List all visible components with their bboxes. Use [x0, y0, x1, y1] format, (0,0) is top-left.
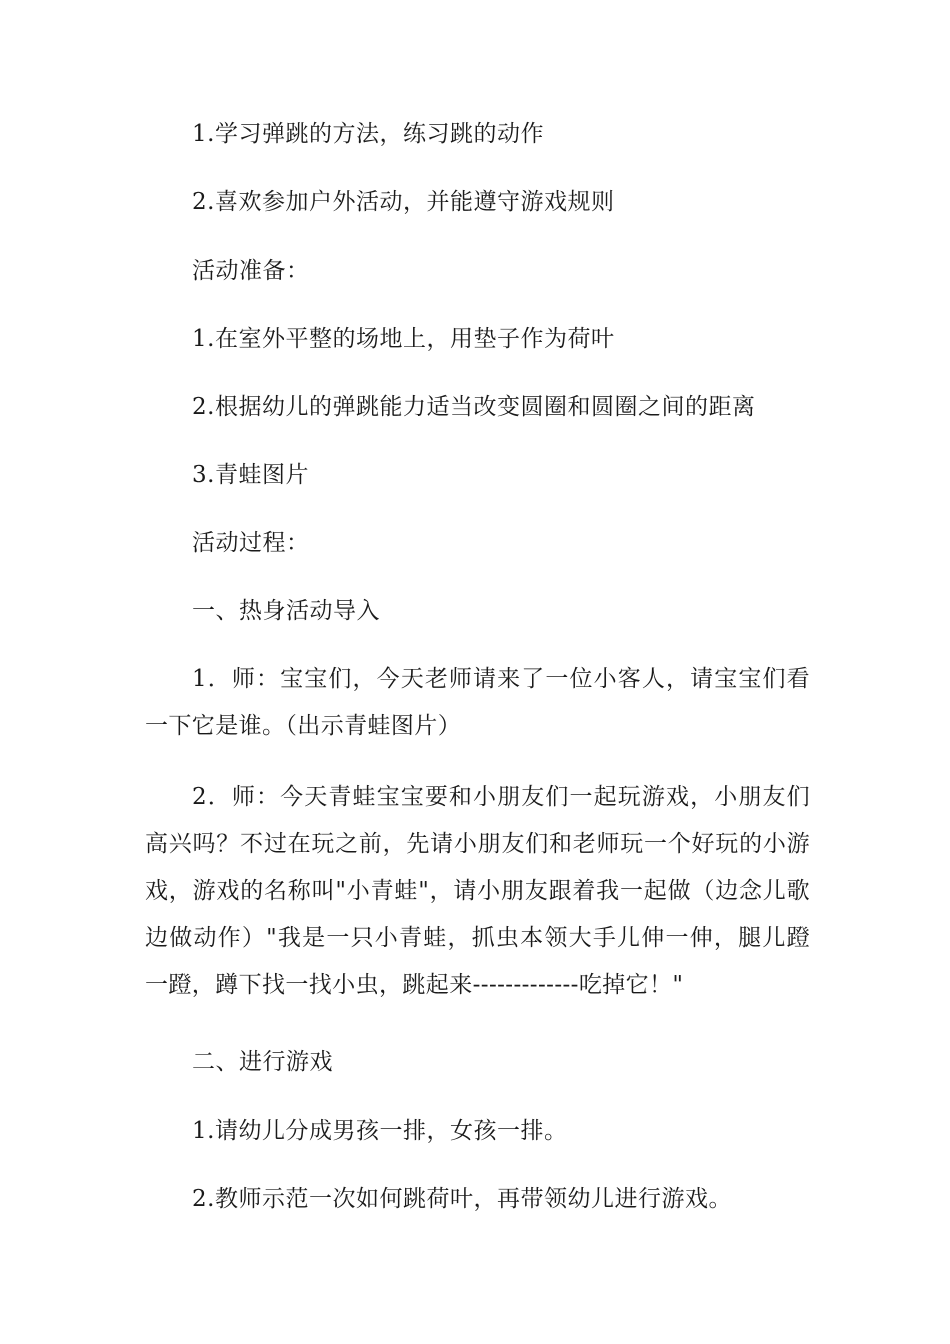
section-heading-preparation: 活动准备： — [192, 258, 310, 284]
preparation-item-2: 2.根据幼儿的弹跳能力适当改变圆圈和圆圈之间的距离 — [192, 394, 756, 420]
game-item-2: 2.教师示范一次如何跳荷叶，再带领幼儿进行游戏。 — [192, 1186, 732, 1212]
preparation-item-3: 3.青蛙图片 — [192, 462, 309, 488]
objective-item-1: 1.学习弹跳的方法，练习跳的动作 — [192, 121, 544, 147]
section-heading-process: 活动过程： — [192, 530, 310, 556]
warmup-paragraph-2: 2．师：今天青蛙宝宝要和小朋友们一起玩游戏，小朋友们高兴吗？不过在玩之前，先请小朋友们和老师玩一个好玩的小游戏，游戏的名称叫"小青蛙"，请小朋友跟着我一起做（边念儿歌边做动作）"我是一只小青蛙，抓虫本领大手儿伸一伸，腿儿蹬一蹬，蹲下找一找小虫，跳起来-------------吃掉它！" — [145, 784, 810, 998]
preparation-item-1: 1.在室外平整的场地上，用垫子作为荷叶 — [192, 326, 615, 352]
game-item-1: 1.请幼儿分成男孩一排，女孩一排。 — [192, 1118, 568, 1144]
objective-item-2: 2.喜欢参加户外活动，并能遵守游戏规则 — [192, 189, 615, 215]
subsection-heading-warmup: 一、热身活动导入 — [192, 598, 380, 624]
warmup-paragraph-1: 1．师：宝宝们，今天老师请来了一位小客人，请宝宝们看一下它是谁。（出示青蛙图片） — [145, 666, 810, 739]
subsection-heading-game: 二、进行游戏 — [192, 1049, 333, 1075]
